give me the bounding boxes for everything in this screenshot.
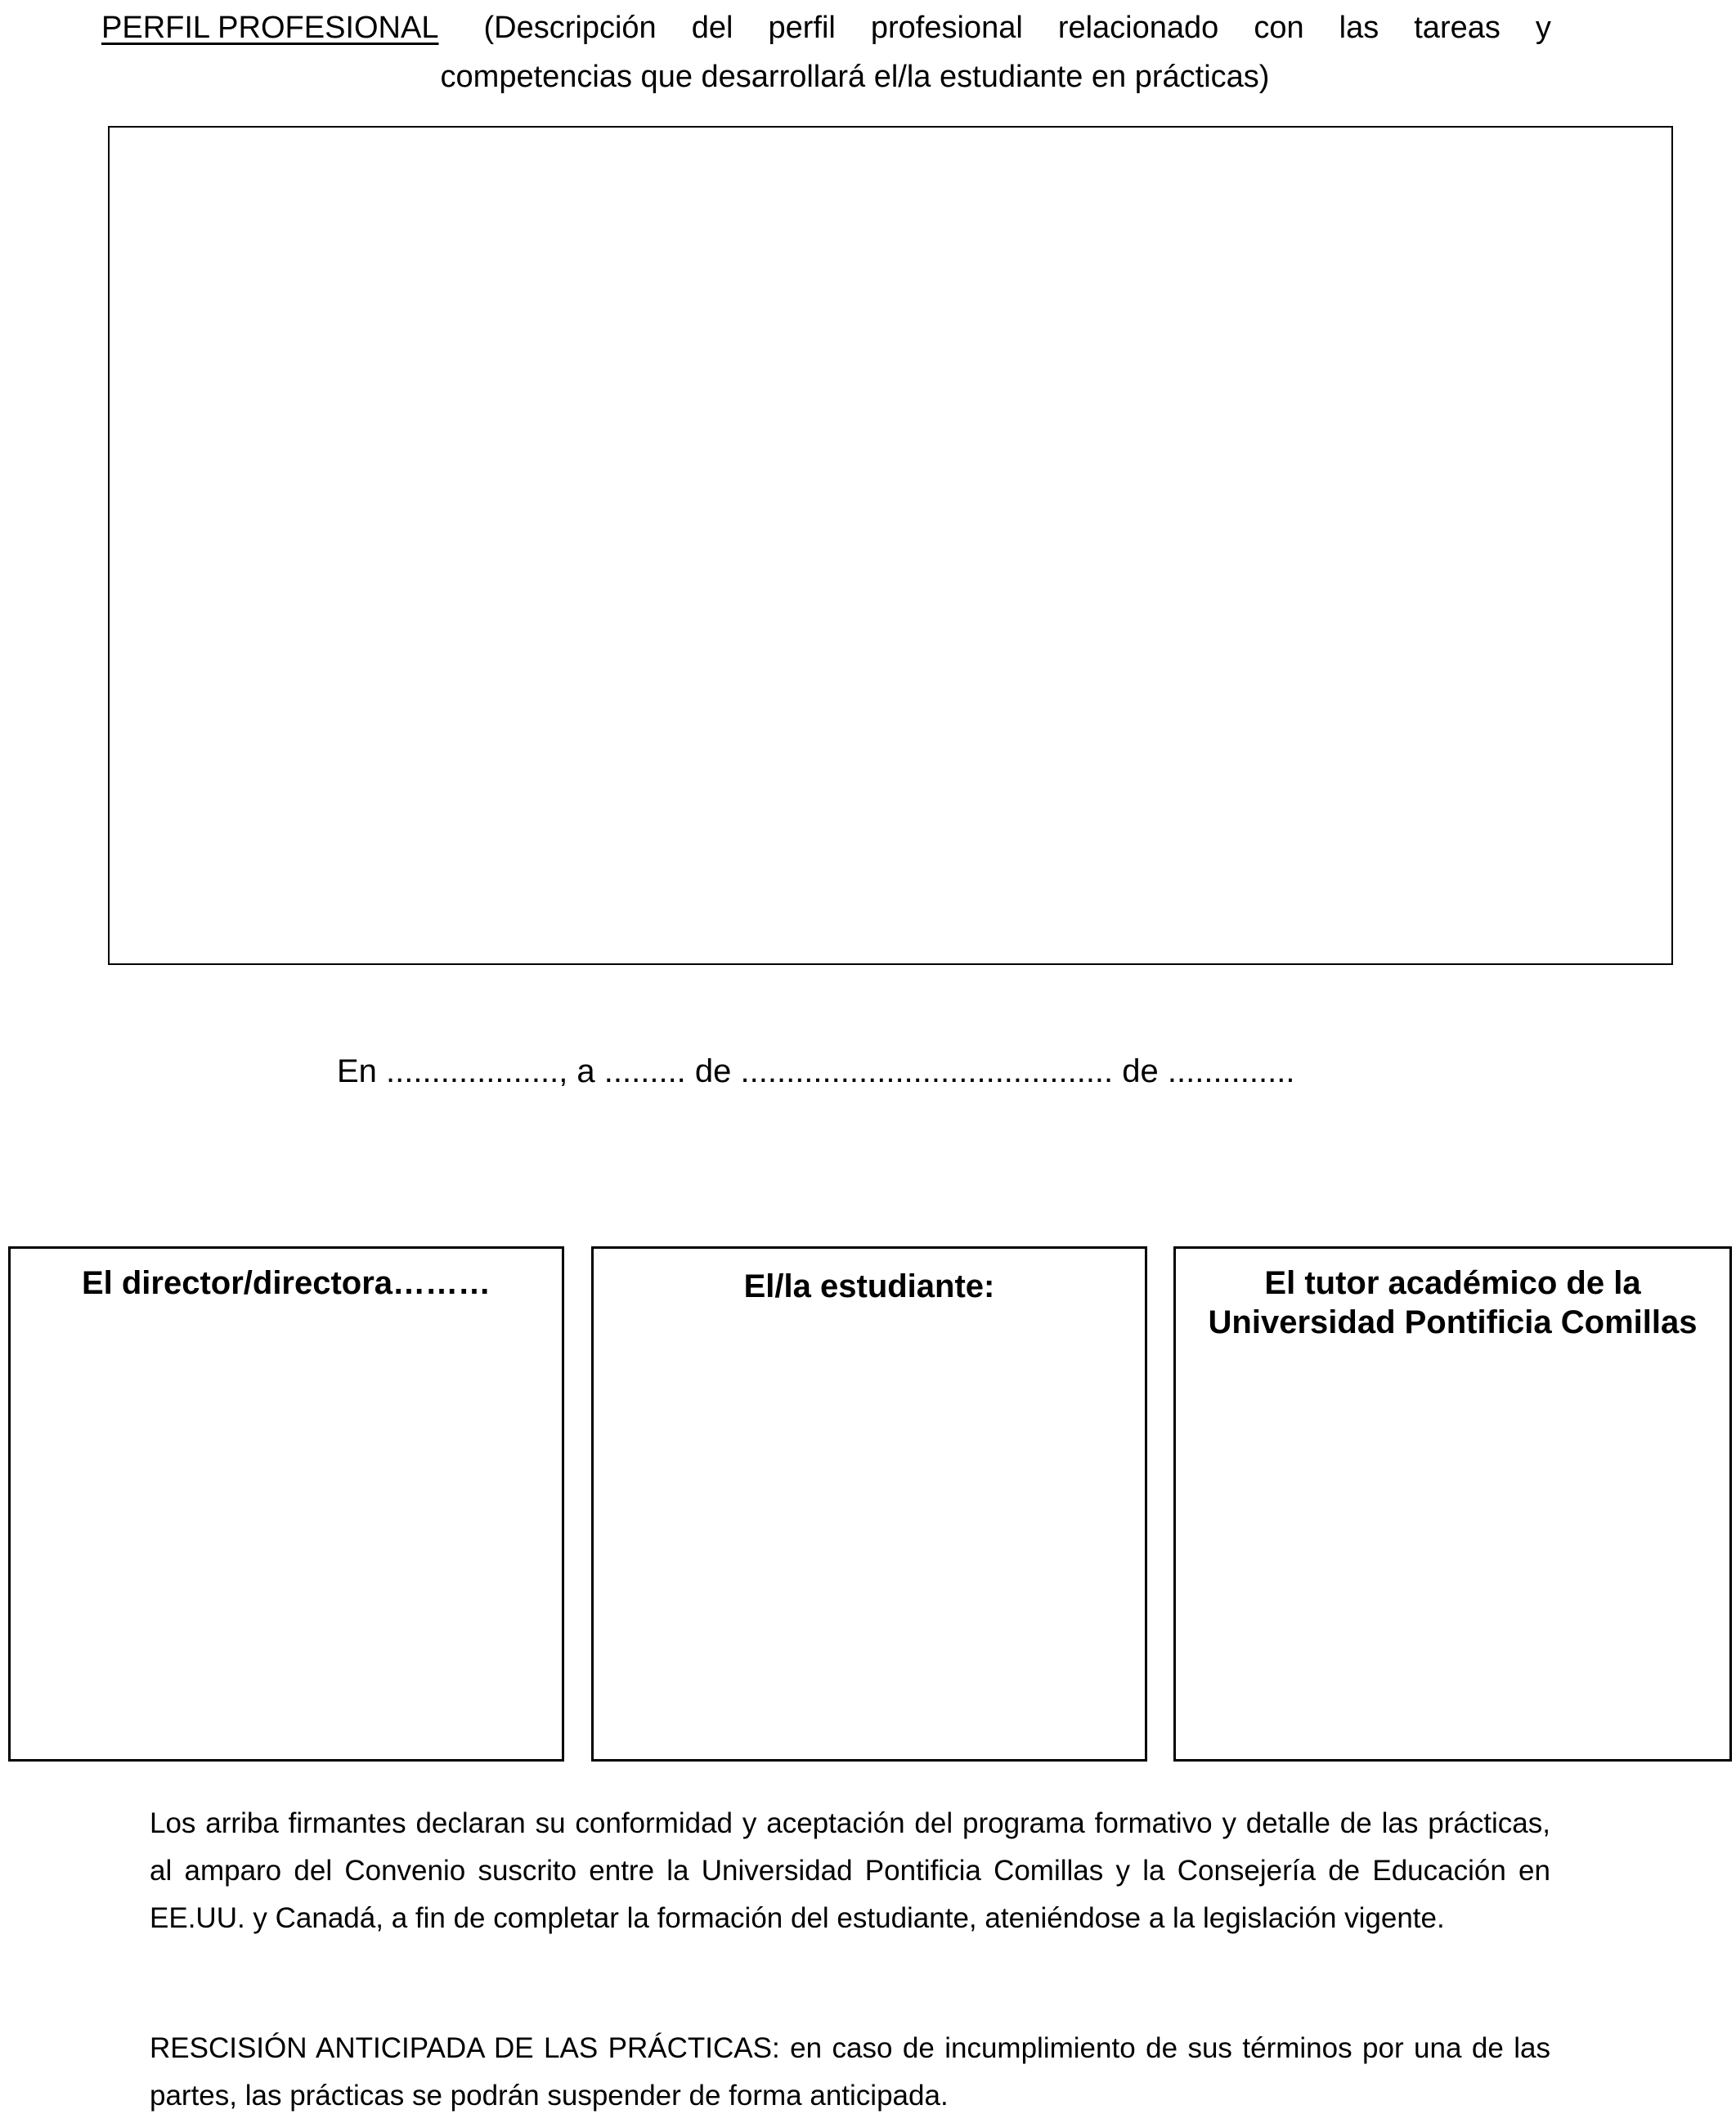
- place-date-line: En ..................., a ......... de ......................................... de ..............: [337, 1053, 1295, 1089]
- header-word: (Descripción: [483, 11, 657, 45]
- header-word: del: [691, 11, 733, 45]
- section-header: [101, 3, 1551, 101]
- section-title: PERFIL PROFESIONAL: [101, 11, 439, 45]
- signature-label-tutor: El tutor académico de la Universidad Pontificia Comillas: [1208, 1265, 1698, 1340]
- signature-box-director[interactable]: [8, 1246, 564, 1762]
- header-word: tareas: [1414, 11, 1500, 45]
- header-line-1: [101, 3, 1551, 52]
- header-word: relacionado: [1057, 11, 1219, 45]
- signature-box-tutor[interactable]: [1173, 1246, 1732, 1762]
- header-word: perfil: [768, 11, 836, 45]
- signature-label-director: El director/directora………: [81, 1265, 491, 1301]
- signature-label-student: El/la estudiante:: [743, 1268, 995, 1304]
- header-word: con: [1254, 11, 1304, 45]
- header-word: y: [1535, 11, 1551, 45]
- header-line-2: competencias que desarrollará el/la estudiante en prácticas): [440, 60, 1270, 94]
- rescission-paragraph: RESCISIÓN ANTICIPADA DE LAS PRÁCTICAS: en caso de incumplimiento de sus términos por una de las partes, las prácticas se podrán suspender de forma anticipada.: [150, 2032, 1550, 2112]
- signature-box-student[interactable]: [591, 1246, 1147, 1762]
- header-word: las: [1339, 11, 1379, 45]
- profile-description-box[interactable]: [108, 126, 1673, 965]
- declaration-paragraph: Los arriba firmantes declaran su conformidad y aceptación del programa formativo y detalle de las prácticas, al amparo del Convenio suscrito entre la Universidad Pontificia Comillas y la Consejería de Educación en EE.UU. y Canadá, a fin de completar la formación del estudiante, ateniéndose a la legislación vigente.: [150, 1807, 1550, 1934]
- header-word: profesional: [870, 11, 1023, 45]
